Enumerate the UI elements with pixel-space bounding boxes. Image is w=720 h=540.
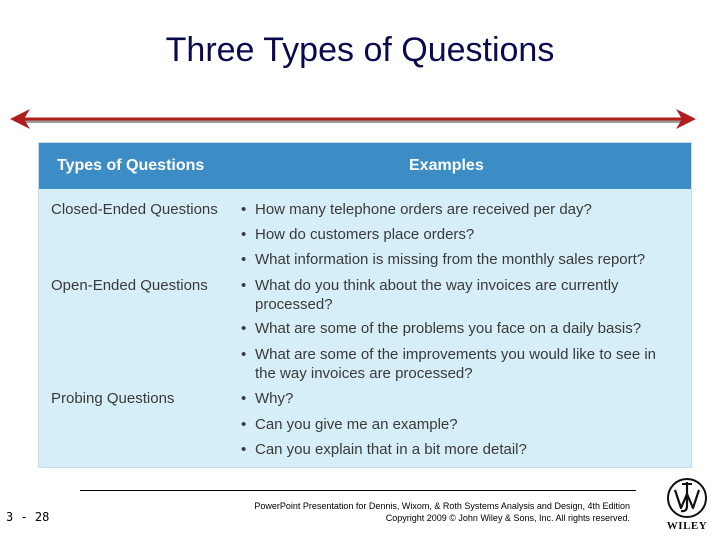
footer-line-2: Copyright 2009 © John Wiley & Sons, Inc. All rights reserved. — [385, 513, 630, 523]
header-types-of-questions: Types of Questions — [57, 157, 205, 174]
example-item: Can you explain that in a bit more detail? — [255, 441, 527, 458]
example-item: How many telephone orders are received per day? — [255, 201, 592, 218]
wiley-emblem-icon — [664, 476, 710, 520]
question-type-closed: Closed-Ended Questions — [51, 201, 218, 218]
double-arrow-divider — [8, 106, 698, 136]
header-examples: Examples — [409, 157, 484, 174]
example-item: How do customers place orders? — [255, 226, 475, 243]
table-header — [39, 143, 691, 189]
questions-table — [38, 142, 692, 468]
example-item: Can you give me an example? — [255, 416, 458, 433]
wiley-logo — [664, 476, 710, 534]
example-item: What are some of the improvements you would like to see in the way invoices are processed? — [255, 346, 657, 382]
bullet-icon: • — [241, 277, 247, 294]
example-item: What do you think about the way invoices are currently processed? — [255, 277, 619, 313]
bullet-icon: • — [241, 201, 247, 218]
bullet-icon: • — [241, 226, 247, 243]
bullet-icon: • — [241, 441, 247, 458]
footer-divider — [80, 490, 636, 491]
bullet-icon: • — [241, 251, 247, 268]
footer-copyright — [180, 500, 630, 524]
example-item: What are some of the problems you face on a daily basis? — [255, 320, 642, 337]
bullet-icon: • — [241, 320, 247, 337]
bullet-icon: • — [241, 390, 247, 407]
footer-line-1: PowerPoint Presentation for Dennis, Wixom, & Roth Systems Analysis and Design, 4th Edition — [254, 501, 630, 511]
question-type-probing: Probing Questions — [51, 390, 175, 407]
example-item: What information is missing from the monthly sales report? — [255, 251, 646, 268]
question-type-open: Open-Ended Questions — [51, 277, 208, 294]
bullet-icon: • — [241, 416, 247, 433]
slide-number: 3 - 28 — [6, 510, 50, 524]
slide-title: Three Types of Questions — [165, 31, 555, 69]
bullet-icon: • — [241, 346, 247, 363]
wiley-wordmark: WILEY — [666, 520, 708, 532]
example-item: Why? — [255, 390, 294, 407]
